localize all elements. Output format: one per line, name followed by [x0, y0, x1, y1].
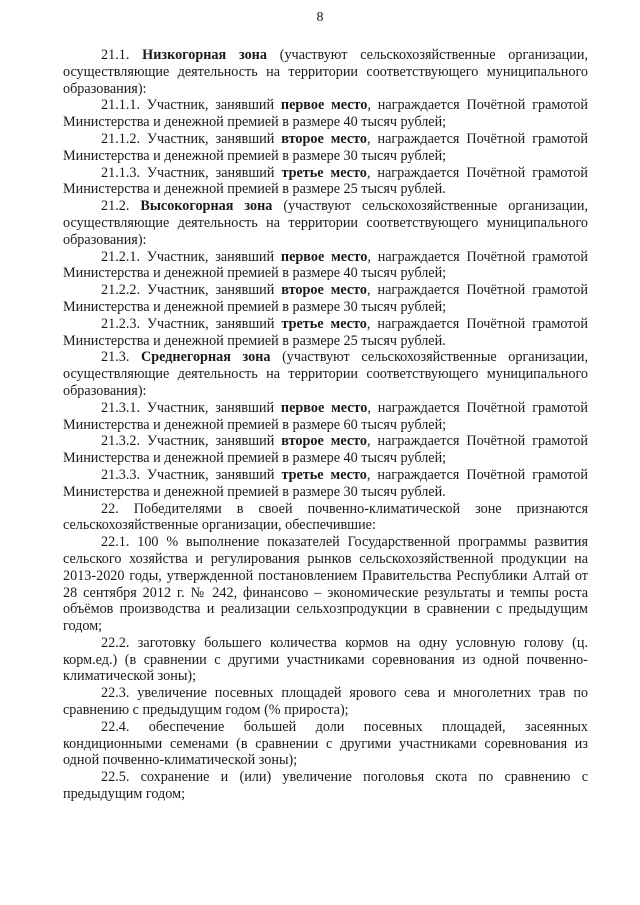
- paragraph: [63, 769, 588, 803]
- text-run: 22.4. обеспечение большей доли посевных площадей, засеянных кондиционными семенами (в сравнении с другими участниками соревнования из одной почвенно-климатической зоны);: [63, 718, 588, 769]
- bold-text: второе место: [281, 282, 368, 299]
- paragraph: [63, 97, 588, 131]
- paragraph: [63, 316, 588, 350]
- text-run: 21.1.3. Участник, занявший: [101, 164, 282, 181]
- paragraph: [63, 467, 588, 501]
- bold-text: первое место: [280, 248, 368, 265]
- text-run: , награждается Почётной грамотой Министерства и денежной премией в размере 25 тысяч рублей.: [63, 315, 588, 349]
- paragraph: [63, 349, 588, 399]
- page-number: 8: [316, 10, 324, 25]
- text-run: 21.2.: [101, 198, 141, 215]
- text-run: , награждается Почётной грамотой Министерства и денежной премией в размере 30 тысяч рублей;: [63, 130, 588, 164]
- bold-text: второе место: [281, 433, 368, 450]
- text-run: 21.2.1. Участник, занявший: [101, 248, 281, 265]
- text-run: , награждается Почётной грамотой Министерства и денежной премией в размере 40 тысяч рублей;: [63, 97, 588, 131]
- bold-text: третье место: [281, 466, 367, 483]
- paragraph: [63, 635, 588, 685]
- bold-text: второе место: [281, 130, 368, 147]
- paragraph: [63, 165, 588, 199]
- paragraph: [63, 501, 588, 535]
- text-run: (участвуют сельскохозяйственные организации, осуществляющие деятельность на территории соответствующего муниципального образования):: [63, 349, 588, 399]
- text-run: , награждается Почётной грамотой Министерства и денежной премией в размере 40 тысяч рублей;: [63, 248, 588, 282]
- paragraph: [63, 131, 588, 165]
- text-run: 22. Победителями в своей почвенно-климатической зоне признаются сельскохозяйственные организации, обеспечившие:: [63, 500, 588, 534]
- text-run: 22.5. сохранение и (или) увеличение поголовья скота по сравнению с предыдущим годом;: [63, 769, 588, 803]
- bold-text: Среднегорная зона: [140, 349, 271, 366]
- bold-text: Низкогорная зона: [142, 47, 267, 63]
- text-run: , награждается Почётной грамотой Министерства и денежной премией в размере 25 тысяч рублей.: [63, 164, 588, 198]
- paragraph: [63, 198, 588, 248]
- text-run: , награждается Почётной грамотой Министерства и денежной премией в размере 30 тысяч рублей;: [63, 282, 588, 315]
- text-run: , награждается Почётной грамотой Министерства и денежной премией в размере 30 тысяч рублей.: [63, 466, 588, 500]
- text-run: (участвуют сельскохозяйственные организации, осуществляющие деятельность на территории соответствующего муниципального образования):: [63, 47, 589, 97]
- paragraph: [63, 249, 588, 283]
- paragraph: [63, 685, 588, 719]
- bold-text: первое место: [280, 399, 368, 416]
- text-run: 21.1.2. Участник, занявший: [101, 130, 282, 147]
- paragraph: [63, 47, 588, 97]
- text-run: 22.2. заготовку большего количества кормов на одну условную голову (ц. корм.ед.) (в сравнении с другими участниками соревнования из одной почвенно-климатической зоны);: [63, 634, 588, 685]
- bold-text: третье место: [281, 315, 367, 332]
- text-run: 22.3. увеличение посевных площадей ярового сева и многолетних трав по сравнению с предыдущим годом (% прироста);: [63, 685, 588, 719]
- bold-text: первое место: [280, 97, 368, 114]
- bold-text: третье место: [281, 164, 367, 181]
- text-run: , награждается Почётной грамотой Министерства и денежной премией в размере 60 тысяч рублей;: [63, 399, 588, 433]
- paragraph: [63, 282, 588, 316]
- text-run: , награждается Почётной грамотой Министерства и денежной премией в размере 40 тысяч рублей;: [63, 433, 588, 467]
- text-run: 21.3.1. Участник, занявший: [101, 399, 281, 416]
- text-run: 21.3.2. Участник, занявший: [101, 433, 282, 450]
- text-run: 21.1.1. Участник, занявший: [101, 97, 281, 114]
- text-run: 21.2.3. Участник, занявший: [101, 315, 282, 332]
- document-body: [63, 47, 588, 803]
- text-run: 21.3.3. Участник, занявший: [101, 466, 282, 483]
- text-run: 22.1. 100 % выполнение показателей Государственной программы развития сельского хозяйства и регулирования рынков сельскохозяйственной продукции на 2013-2020 годы, утвержденной постановлением Правительства Республики Алтай от 28 сентября 2012 г. № 242, финансово – экономические результаты и темпы роста объёмов производства и реализации сельхозпродукции в сравнении с предыдущим годом;: [63, 534, 588, 635]
- paragraph: [63, 534, 588, 635]
- text-run: 21.2.2. Участник, занявший: [101, 282, 282, 299]
- text-run: 21.1.: [101, 47, 143, 63]
- paragraph: [63, 433, 588, 467]
- text-run: 21.3.: [101, 349, 141, 366]
- bold-text: Высокогорная зона: [140, 198, 273, 215]
- paragraph: [63, 719, 588, 769]
- text-run: (участвуют сельскохозяйственные организации, осуществляющие деятельность на территории соответствующего муниципального образования):: [63, 198, 589, 248]
- paragraph: [63, 400, 588, 434]
